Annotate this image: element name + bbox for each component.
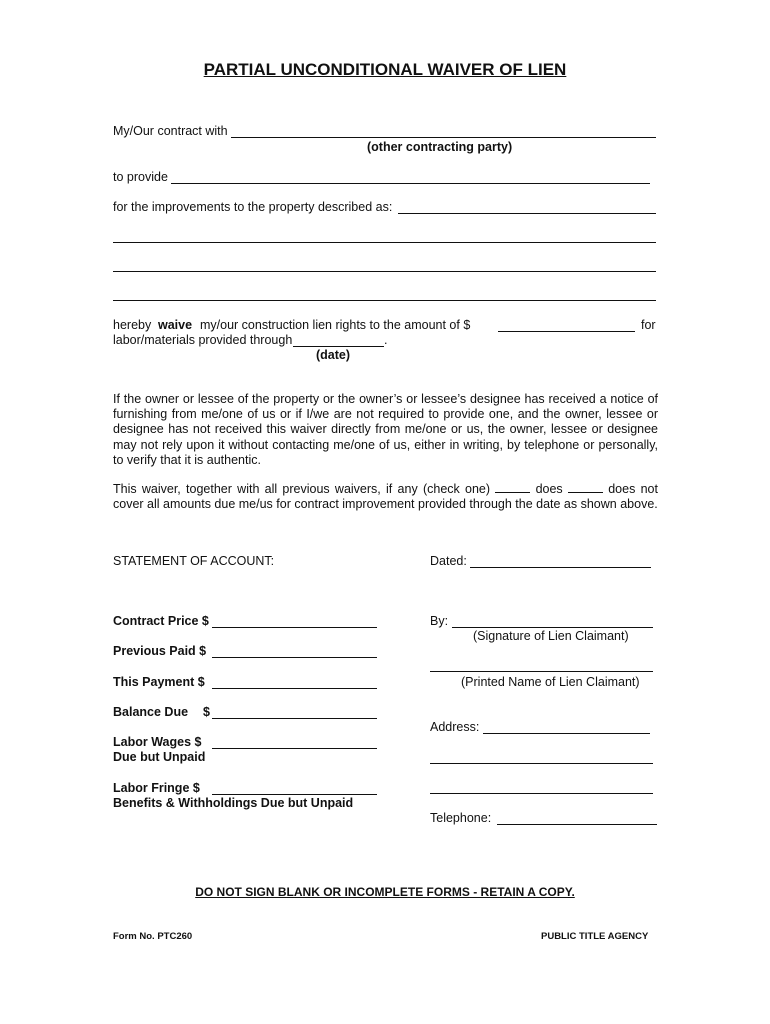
property-description-line[interactable] [113, 271, 656, 272]
labor-fringe-label: Labor Fringe $ [113, 781, 200, 795]
contract-price-label: Contract Price $ [113, 614, 209, 628]
by-label: By: [430, 614, 449, 628]
this-payment-field[interactable] [212, 688, 377, 689]
telephone-label: Telephone: [430, 811, 492, 825]
telephone-field[interactable] [497, 824, 657, 825]
does-not-checkbox-blank[interactable] [568, 481, 603, 493]
warning-text: DO NOT SIGN BLANK OR INCOMPLETE FORMS - RETAIN A COPY. [195, 885, 575, 899]
waiver-paragraph-part1: This waiver, together with all previous waivers, if any (check one) [113, 482, 491, 496]
waiver-amount-field[interactable] [498, 331, 635, 332]
labor-wages-field[interactable] [212, 748, 377, 749]
form-title-text: PARTIAL UNCONDITIONAL WAIVER OF LIEN [203, 60, 567, 79]
notice-paragraph: If the owner or lessee of the property or the owner’s or lessee’s designee has received a notice of furnishing from me/one of us or if I/we are not required to provide one, and the owner, lessee or designee has not received this waiver directly from me/one or us, the owner, lessee or designee may not rely upon it without contacting me/one of us, either in writing, by telephone or personally, to verify that it is authentic. [113, 392, 658, 467]
labor-fringe-field[interactable] [212, 794, 377, 795]
contract-with-label: My/Our contract with [113, 124, 228, 138]
dated-label: Dated: [430, 554, 467, 568]
balance-due-dollar: $ [203, 705, 210, 719]
improvements-label: for the improvements to the property described as: [113, 200, 393, 214]
previous-paid-field[interactable] [212, 657, 377, 658]
does-checkbox-blank[interactable] [495, 481, 530, 493]
balance-due-field[interactable] [212, 718, 377, 719]
previous-paid-label: Previous Paid $ [113, 644, 207, 658]
labor-wages-sublabel: Due but Unpaid [113, 750, 206, 764]
printed-name-label: (Printed Name of Lien Claimant) [461, 675, 640, 689]
form-title [0, 60, 770, 80]
signature-label: (Signature of Lien Claimant) [473, 629, 629, 643]
period: . [384, 333, 388, 347]
property-description-field[interactable] [398, 213, 656, 214]
address-line-2[interactable] [430, 763, 653, 764]
agency-name: PUBLIC TITLE AGENCY [541, 931, 649, 942]
balance-due-label: Balance Due [113, 705, 189, 719]
address-field[interactable] [483, 733, 650, 734]
does-text: does [535, 482, 563, 496]
contract-price-field[interactable] [212, 627, 377, 628]
lien-rights-text: my/our construction lien rights to the amount of $ [200, 318, 471, 332]
date-label: (date) [316, 348, 351, 362]
waiver-paragraph-part2: cover all amounts due me/us for contract improvement provided through the date as shown above. [113, 497, 658, 512]
labor-materials-text: labor/materials provided through [113, 333, 293, 347]
waive-word: waive [158, 318, 193, 332]
address-line-3[interactable] [430, 793, 653, 794]
dated-field[interactable] [470, 567, 651, 568]
address-label: Address: [430, 720, 480, 734]
to-provide-field[interactable] [171, 183, 650, 184]
hereby-text: hereby [113, 318, 152, 332]
this-payment-label: This Payment $ [113, 675, 205, 689]
labor-wages-label: Labor Wages $ [113, 735, 202, 749]
does-not-text: does not [608, 482, 658, 496]
form-number: Form No. PTC260 [113, 931, 193, 942]
waiver-paragraph [113, 481, 658, 512]
labor-fringe-sublabel: Benefits & Withholdings Due but Unpaid [113, 796, 354, 810]
warning-notice [0, 885, 770, 899]
statement-of-account-label: STATEMENT OF ACCOUNT: [113, 554, 275, 568]
through-date-field[interactable] [293, 346, 384, 347]
signature-field[interactable] [452, 627, 653, 628]
for-text: for [641, 318, 656, 332]
to-provide-label: to provide [113, 170, 168, 184]
property-description-line[interactable] [113, 300, 656, 301]
contract-with-field[interactable] [231, 137, 656, 138]
printed-name-field[interactable] [430, 671, 653, 672]
other-party-label: (other contracting party) [367, 140, 513, 154]
property-description-line[interactable] [113, 242, 656, 243]
